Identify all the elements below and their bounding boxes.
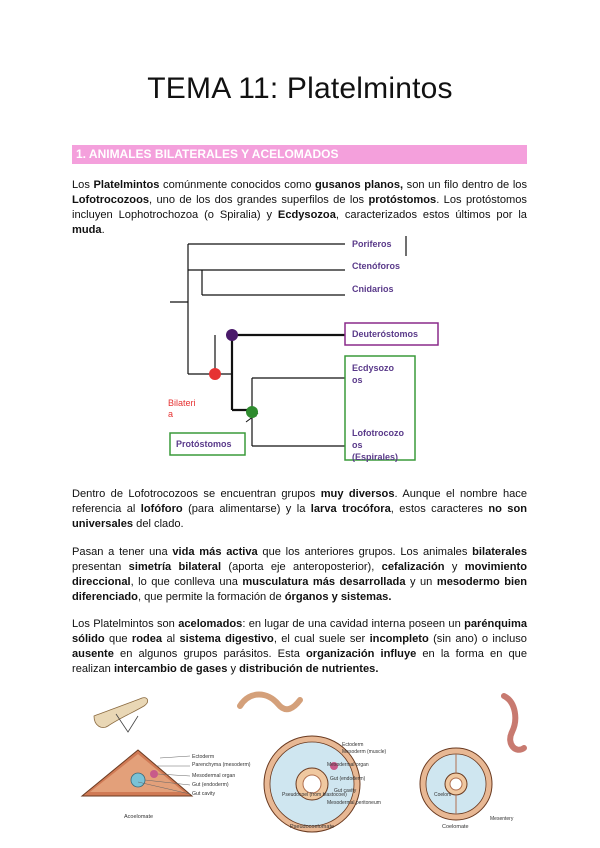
p2-segment: del clado. [133, 518, 184, 530]
p1-segment: . Los protóstomos incluyen Lophotrochozoa (o Spiralia) y [72, 194, 527, 221]
acoelomate-label-4: Gut cavity [192, 791, 216, 797]
pseudocoelomate-illustration [240, 695, 387, 833]
p4-segment: : en lugar de una cavidad interna poseen un [242, 618, 465, 630]
p3-segment: musculatura más desarrollada [242, 576, 406, 588]
p4-segment: acelomados [178, 618, 243, 630]
acoelomate-label-0: Ectoderm [192, 754, 215, 760]
p4-segment: distribución de nutrientes. [239, 663, 379, 675]
pseudocoelomate-caption: Pseudocoelomate [290, 824, 335, 830]
section-heading: 1. ANIMALES BILATERALES Y ACELOMADOS [76, 147, 339, 161]
bilateria-node [209, 368, 221, 380]
p2-segment: lofóforo [140, 503, 183, 515]
label-lofotrocozoos-2: os [352, 440, 363, 450]
p4-segment: que [104, 633, 132, 645]
p3-segment: que los anteriores grupos. Los animales [257, 546, 473, 558]
p4-segment: al [162, 633, 180, 645]
pseudo-label-2: Mesodermal organ [327, 762, 369, 768]
p3-segment: (aporta eje anteroposterior), [221, 561, 382, 573]
label-ctenoforos: Ctenóforos [352, 261, 400, 271]
p1-segment: Platelmintos [93, 179, 160, 191]
label-bilateria-1: Bilateri [168, 398, 196, 408]
acoelomate-caption: Acoelomate [124, 814, 154, 820]
deuterostome-node [226, 329, 238, 341]
p2-segment: larva trocófora [310, 503, 391, 515]
p1-segment: muda [72, 224, 102, 236]
p3-segment: bilaterales [472, 546, 528, 558]
acoelomate-label-3: Gut (endoderm) [192, 782, 229, 788]
p4-segment: Los Platelmintos son [72, 618, 179, 630]
p4-segment: intercambio de gases [113, 663, 228, 675]
p1-segment: , uno de los dos grandes superfilos de los [149, 194, 369, 206]
acoelomate-mesodermal-organ [150, 770, 158, 778]
p1-segment: Los [72, 179, 94, 191]
p2-segment: no son universales [72, 503, 528, 530]
pseudo-label-0: Ectoderm [342, 742, 364, 748]
lofotrocozoos-paragraph [72, 487, 527, 532]
label-ecdysozoos-1: Ecdysozo [352, 363, 395, 373]
p2-segment: (para alimentarse) y la [182, 503, 311, 515]
acoelomate-label-1: Parenchyma (mesoderm) [192, 762, 251, 768]
pseudo-label-1: Mesoderm (muscle) [342, 749, 387, 755]
p3-segment: , lo que conlleva una [130, 576, 243, 588]
p2-segment: Dentro de Lofotrocozoos se encuentran grupos [72, 488, 321, 500]
section-heading-bar [72, 145, 527, 164]
p1-segment: Lofotrocozoos [72, 194, 150, 206]
p4-segment: parénquima sólido [72, 618, 527, 645]
p3-segment: Pasan a tener una [72, 546, 173, 558]
label-lofotrocozoos-1: Lofotrocozo [352, 428, 404, 438]
p4-segment: rodea [131, 633, 163, 645]
p1-segment: , caracterizados estos últimos por la [335, 209, 527, 221]
pseudo-label-3: Gut (endoderm) [330, 776, 366, 782]
p1-segment: . [101, 224, 105, 236]
phylogenetic-tree [160, 230, 460, 465]
body-plan-figure [72, 688, 532, 838]
p4-segment: en la forma en que realizan [72, 648, 527, 675]
label-bilateria-2: a [168, 409, 174, 419]
mesentery-label: Mesentery [490, 816, 514, 822]
label-ecdysozoos-2: os [352, 375, 363, 385]
p3-segment: presentan [72, 561, 129, 573]
pseudo-label-5: Gut cavity [334, 788, 357, 794]
p4-segment: ausente [72, 648, 114, 660]
p1-segment: son un filo dentro de los [403, 179, 528, 191]
earthworm-drawing [504, 696, 524, 750]
p3-segment: y [444, 561, 465, 573]
p2-segment: , estos caracteres [390, 503, 489, 515]
p3-segment: , que permite la formación de [137, 591, 285, 603]
page-title: TEMA 11: Platelmintos [147, 72, 453, 105]
p4-segment: , el cual suele ser [273, 633, 370, 645]
p3-segment: simetría bilateral [128, 561, 222, 573]
pseudo-label-6: Mesodermal peritoneum [327, 800, 381, 806]
coelomate-illustration [420, 696, 524, 830]
label-protostomos: Protóstomos [176, 439, 232, 449]
pseudo-label-4: Pseudocoel (from blastocoel) [282, 792, 347, 798]
acoelomate-label-2: Mesodermal organ [192, 773, 236, 779]
p4-segment: incompleto [369, 633, 429, 645]
p3-segment: movimiento direccional [72, 561, 527, 588]
p3-segment: vida más activa [172, 546, 258, 558]
coelomate-caption: Coelomate [442, 824, 469, 830]
label-deuterostomos: Deuteróstomos [352, 329, 419, 339]
label-poriferos: Poriferos [352, 239, 392, 249]
p3-segment: cefalización [381, 561, 445, 573]
p1-segment: protóstomos [368, 194, 437, 206]
p4-segment: sistema digestivo [179, 633, 274, 645]
protostome-node [246, 406, 258, 418]
flatworm-drawing [94, 698, 148, 728]
acoelomate-gut [131, 773, 145, 787]
acoelomate-illustration [82, 698, 251, 820]
label-lofotrocozoos-3: (Espirales) [352, 452, 399, 462]
p1-segment: comúnmente conocidos como [159, 179, 316, 191]
label-cnidarios: Cnidarios [352, 284, 394, 294]
acelomados-paragraph [72, 617, 527, 677]
roundworm-drawing [240, 695, 300, 710]
p1-segment: gusanos planos, [315, 179, 404, 191]
coelom-label: Coelom [434, 792, 452, 798]
p3-segment: y un [405, 576, 437, 588]
p4-segment: organización influye [306, 648, 417, 660]
p4-segment: (sin ano) o incluso [428, 633, 527, 645]
bilateral-paragraph [72, 545, 527, 605]
p4-segment: en algunos grupos parásitos. Esta [113, 648, 306, 660]
intro-paragraph [72, 178, 527, 238]
p4-segment: y [227, 663, 240, 675]
p2-segment: . Aunque el nombre hace referencia al [72, 488, 527, 515]
p3-segment: mesodermo bien diferenciado [72, 576, 528, 603]
p2-segment: muy diversos [320, 488, 395, 500]
p1-segment: Ecdysozoa [277, 209, 336, 221]
p3-segment: órganos y sistemas. [284, 591, 392, 603]
